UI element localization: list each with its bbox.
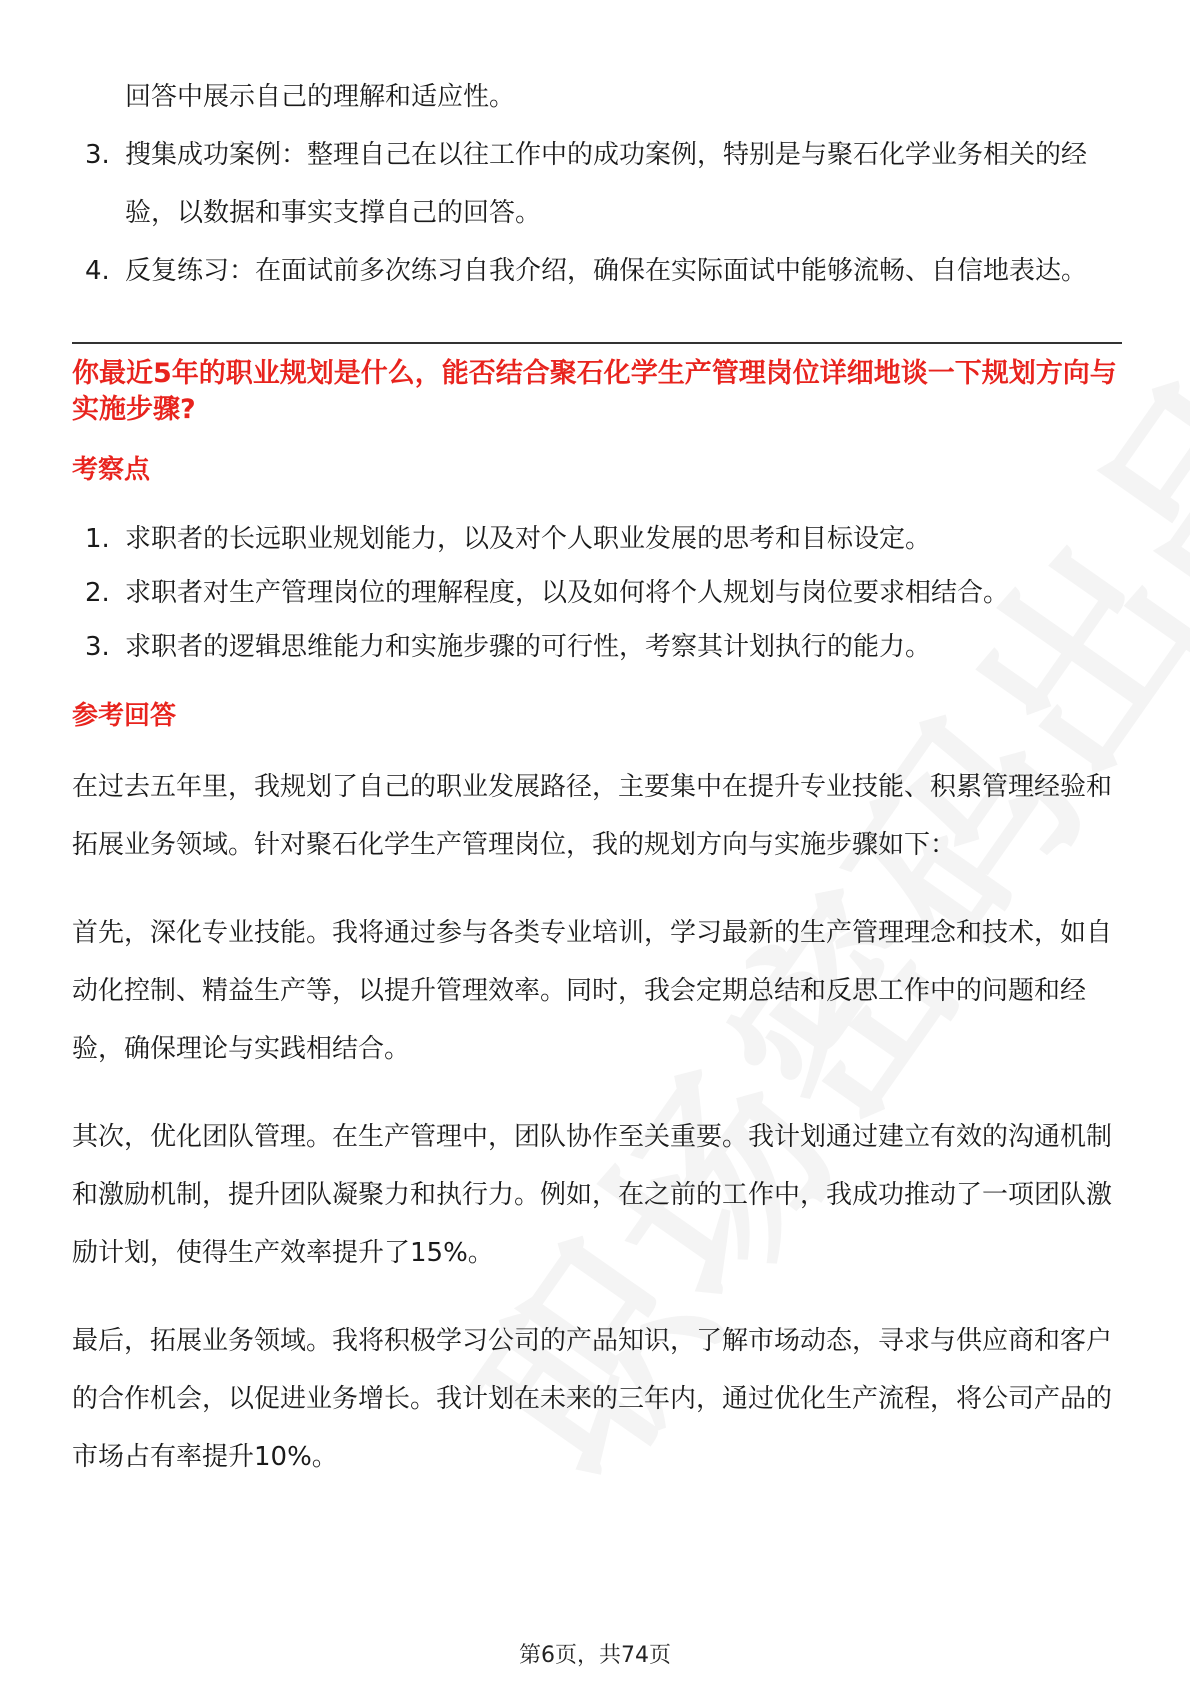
answer-heading: 参考回答 xyxy=(72,701,177,731)
list-text: 反复练习：在面试前多次练习自我介绍，确保在实际面试中能够流畅、自信地表达。 xyxy=(125,256,1088,286)
list-number: 1. xyxy=(85,524,110,554)
question-heading: 你最近5年的职业规划是什么，能否结合聚石化学生产管理岗位详细地谈一下规划方向与实施步骤? xyxy=(72,358,1117,425)
list-number: 3. xyxy=(85,140,110,170)
list-number: 3. xyxy=(85,632,110,662)
list-item xyxy=(72,620,1122,674)
answer-paragraph: 其次，优化团队管理。在生产管理中，团队协作至关重要。我计划通过建立有效的沟通机制和激励机制，提升团队凝聚力和执行力。例如，在之前的工作中，我成功推动了一项团队激励计划，使得生产效率提升了15%。 xyxy=(72,1122,1113,1268)
answer-paragraph: 在过去五年里，我规划了自己的职业发展路径，主要集中在提升专业技能、积累管理经验和拓展业务领域。针对聚石化学生产管理岗位，我的规划方向与实施步骤如下： xyxy=(72,772,1113,860)
page-content xyxy=(72,68,1122,1516)
list-text: 求职者的长远职业规划能力，以及对个人职业发展的思考和目标设定。 xyxy=(125,524,932,554)
answer-paragraph: 首先，深化专业技能。我将通过参与各类专业培训，学习最新的生产管理理念和技术，如自动化控制、精益生产等，以提升管理效率。同时，我会定期总结和反思工作中的问题和经验，确保理论与实践相结合。 xyxy=(72,918,1113,1064)
list-item xyxy=(72,512,1122,566)
list-text: 求职者的逻辑思维能力和实施步骤的可行性，考察其计划执行的能力。 xyxy=(125,632,932,662)
page-footer: 第6页，共74页 xyxy=(519,1643,671,1668)
list-text: 求职者对生产管理岗位的理解程度，以及如何将个人规划与岗位要求相结合。 xyxy=(125,578,1010,608)
list-item xyxy=(72,126,1122,242)
answer-paragraph: 最后，拓展业务领域。我将积极学习公司的产品知识，了解市场动态，寻求与供应商和客户的合作机会，以促进业务增长。我计划在未来的三年内，通过优化生产流程，将公司产品的市场占有率提升10%。 xyxy=(72,1326,1113,1472)
list-text: 搜集成功案例：整理自己在以往工作中的成功案例，特别是与聚石化学业务相关的经验，以数据和事实支撑自己的回答。 xyxy=(125,140,1088,228)
list-number: 2. xyxy=(85,578,110,608)
section-divider xyxy=(72,342,1122,344)
list-number: 4. xyxy=(85,256,110,286)
points-list xyxy=(72,512,1122,674)
prev-list xyxy=(72,126,1122,300)
points-heading: 考察点 xyxy=(72,455,151,485)
continuation-text: 回答中展示自己的理解和适应性。 xyxy=(125,82,516,112)
list-item xyxy=(72,566,1122,620)
list-item xyxy=(72,242,1122,300)
